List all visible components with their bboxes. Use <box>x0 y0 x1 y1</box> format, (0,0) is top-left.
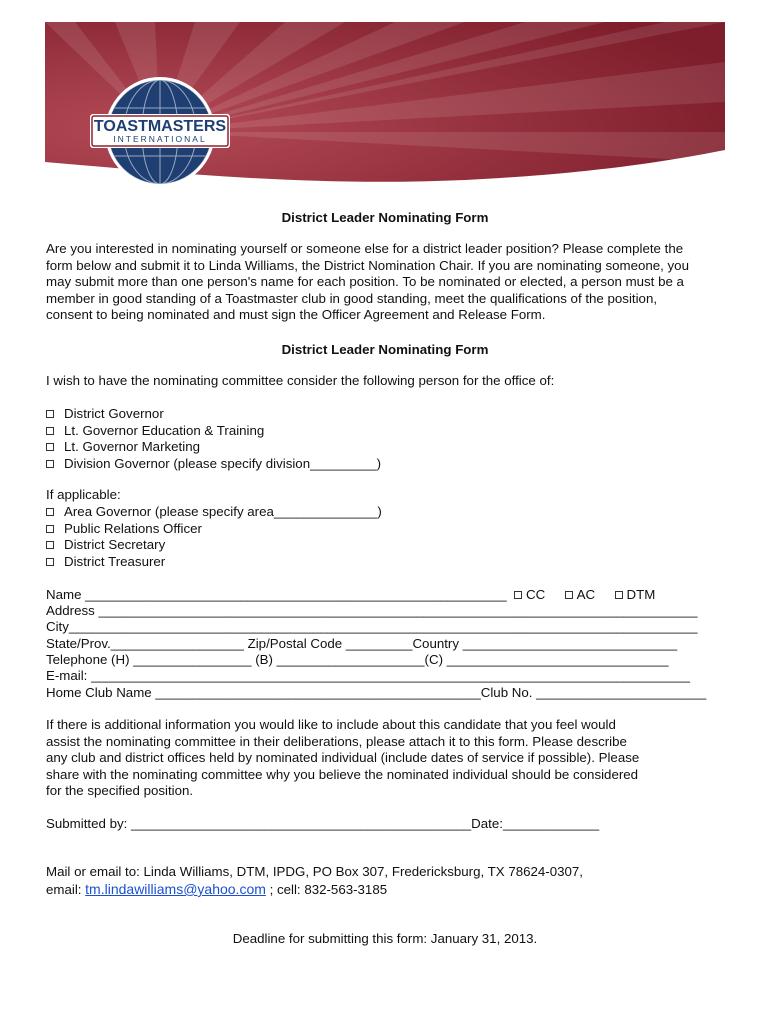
cc-label: CC <box>526 587 546 602</box>
cc-checkbox[interactable] <box>514 591 522 599</box>
intro-line: member in good standing of a Toastmaster club in good standing, meet the qualifications of the position, <box>46 290 658 306</box>
intro-line: consent to being nominated and must sign the Officer Agreement and Release Form. <box>46 307 546 322</box>
email-line <box>46 881 387 899</box>
office-option[interactable] <box>46 456 381 473</box>
intro-line: form below and submit it to Linda Williams, the District Nomination Chair. If you are nominating someone, you <box>46 257 689 273</box>
office-label: Lt. Governor Marketing <box>64 439 200 454</box>
dtm-label: DTM <box>626 587 656 602</box>
email-label: email: <box>46 882 86 897</box>
form-subtitle: District Leader Nominating Form <box>281 342 489 357</box>
state-zip-country-field[interactable]: State/Prov.__________________ Zip/Postal Code _________Country _____________________________ <box>46 636 678 651</box>
info-line: share with the nominating committee why you believe the nominated individual should be considered <box>46 766 639 782</box>
checkbox[interactable] <box>46 558 54 566</box>
info-line: assist the nominating committee in their deliberations, please attach it to this form. Please describe <box>46 733 627 749</box>
office-label: Area Governor (please specify area______________) <box>64 504 382 519</box>
optional-office-option[interactable] <box>46 537 382 554</box>
ac-checkbox[interactable] <box>565 591 573 599</box>
info-line: If there is additional information you would like to include about this candidate that you feel would <box>46 717 616 732</box>
checkbox[interactable] <box>46 508 54 516</box>
office-prompt: I wish to have the nominating committee consider the following person for the office of: <box>46 373 555 388</box>
checkbox[interactable] <box>46 460 54 468</box>
optional-office-option[interactable] <box>46 554 382 571</box>
office-label: Division Governor (please specify division_________) <box>64 455 382 471</box>
email-link[interactable]: tm.lindawilliams@yahoo.com <box>85 881 266 897</box>
office-label: District Governor <box>64 406 164 421</box>
office-label: Public Relations Officer <box>64 520 202 536</box>
office-option[interactable] <box>46 406 381 423</box>
logo-name: TOASTMASTERS <box>93 118 227 135</box>
info-line: any club and district offices held by nominated individual (include dates of service if possible). Please <box>46 750 640 765</box>
office-option[interactable] <box>46 423 381 440</box>
intro-line: Are you interested in nominating yourself or someone else for a district leader position? Please complete the <box>46 241 684 256</box>
email-field[interactable]: E-mail: _________________________________________________________________________________ <box>46 668 691 683</box>
logo-subtitle: INTERNATIONAL <box>113 134 207 144</box>
offices-list <box>46 406 381 472</box>
name-field[interactable]: Name _________________________________________________________ <box>46 587 507 602</box>
optional-offices-list <box>46 504 382 570</box>
office-label: District Secretary <box>64 537 166 552</box>
dtm-checkbox[interactable] <box>615 591 623 599</box>
office-label: Lt. Governor Education & Training <box>64 422 265 438</box>
cell-text: ; cell: 832-563-3185 <box>265 882 388 897</box>
info-line: for the specified position. <box>46 783 194 798</box>
checkbox[interactable] <box>46 410 54 418</box>
intro-line: may submit more than one person's name for each position. To be nominated or elected, a person must be a <box>46 274 684 289</box>
ac-label: AC <box>576 587 596 602</box>
additional-info-paragraph <box>46 717 736 800</box>
city-field[interactable]: City_____________________________________________________________________________________ <box>46 619 698 634</box>
address-field[interactable]: Address _________________________________________________________________________________ <box>46 603 698 618</box>
office-option[interactable] <box>46 439 381 456</box>
toastmasters-logo <box>90 70 230 190</box>
office-label: District Treasurer <box>64 553 166 569</box>
deadline-text: Deadline for submitting this form: January 31, 2013. <box>232 931 538 946</box>
optional-office-option[interactable] <box>46 504 382 521</box>
mail-line: Mail or email to: Linda Williams, DTM, IPDG, PO Box 307, Fredericksburg, TX 78624-0307, <box>46 864 584 879</box>
optional-office-option[interactable] <box>46 521 382 538</box>
intro-paragraph <box>46 241 736 324</box>
designation-checks <box>514 587 655 604</box>
checkbox[interactable] <box>46 443 54 451</box>
submitted-by-field[interactable]: Submitted by: ______________________________________________Date:_____________ <box>46 816 600 831</box>
telephone-field[interactable]: Telephone (H) ________________ (B) ____________________(C) ______________________________ <box>46 652 669 667</box>
form-title: District Leader Nominating Form <box>281 210 489 225</box>
checkbox[interactable] <box>46 525 54 533</box>
home-club-field[interactable]: Home Club Name ____________________________________________Club No. _______________________ <box>46 685 707 700</box>
if-applicable-label: If applicable: <box>46 487 121 502</box>
checkbox[interactable] <box>46 541 54 549</box>
checkbox[interactable] <box>46 427 54 435</box>
